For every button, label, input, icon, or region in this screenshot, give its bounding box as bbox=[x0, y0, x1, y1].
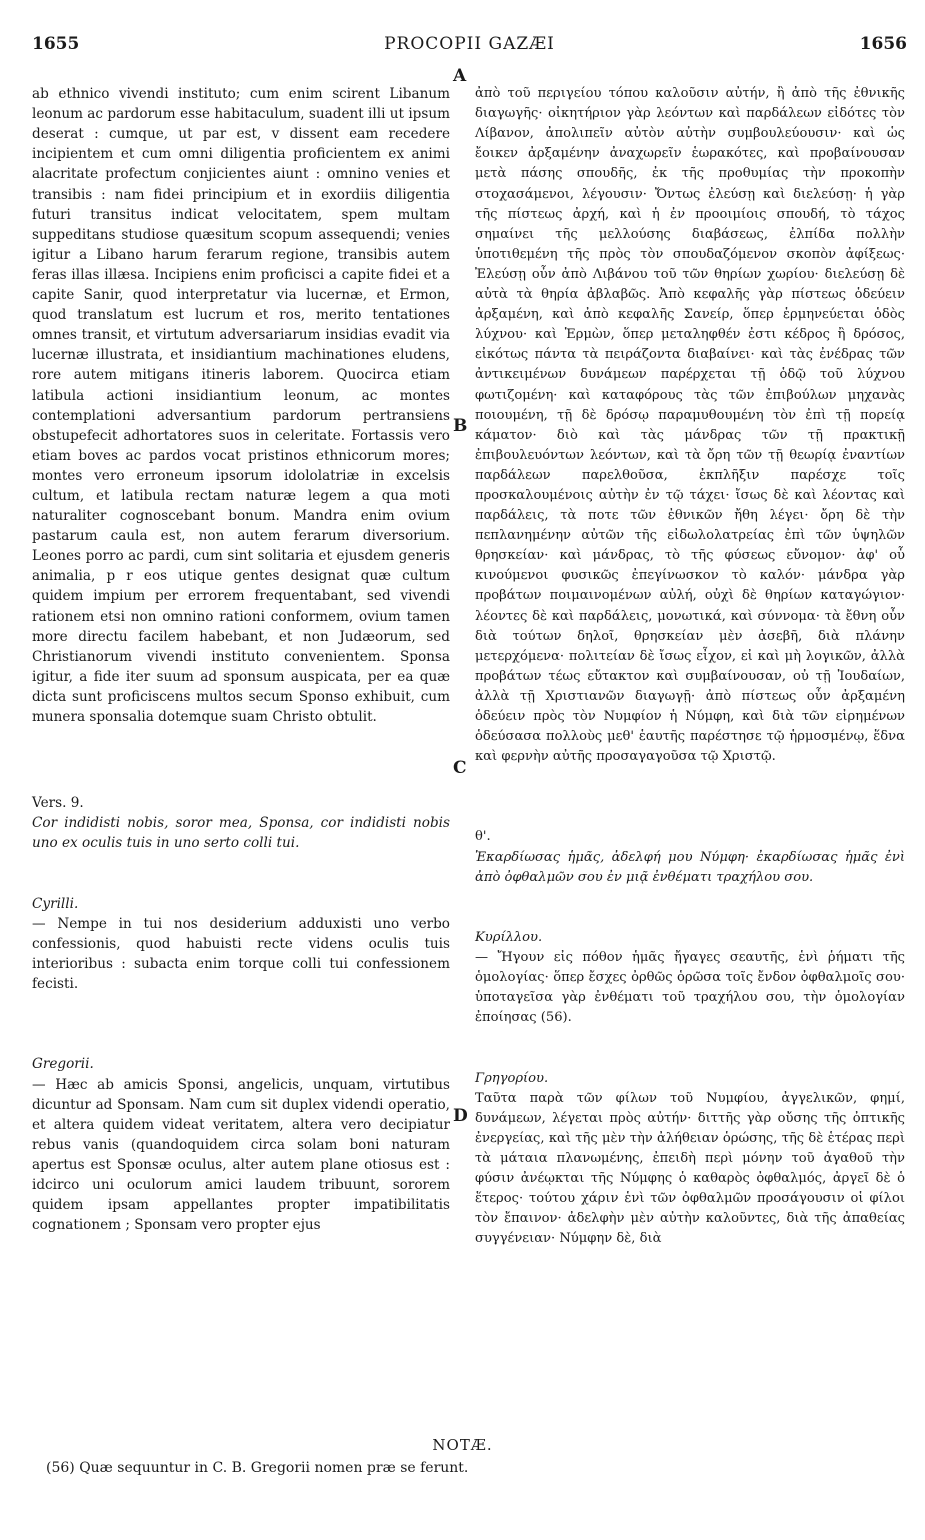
greek-gregory-speaker: Γρηγορίου. bbox=[475, 1070, 549, 1086]
greek-column bbox=[475, 64, 905, 1270]
running-title: PROCOPII GAZÆI bbox=[384, 34, 555, 54]
page-number-left: 1655 bbox=[32, 34, 80, 54]
section-marker-a: A bbox=[453, 66, 467, 86]
latin-gregory-text: — Hæc ab amicis Sponsi, angelicis, unquam, virtutibus dicuntur ad Sponsam. Nam cum sit duplex videndi operatio, et altera quidem videat veritatem, altera vero decipiatur rebus vanis (quandoquidem circa solam boni naturam apertus est Sponsæ oculus, alter autem plane otiosus est : idcirco uni oculorum amici laudem tribuunt, sororem quidem ipsam appellantes propter impatibilitatis cognationem ; Sponsam vero propter ejus bbox=[32, 1076, 450, 1234]
latin-cyril-text: — Nempe in tui nos desiderium adduxisti uno verbo confessionis, quod habuisti recte videns oculis tuis interioribus : subacta enim torque colli tui confessionem fecisti. bbox=[32, 915, 450, 993]
section-marker-d: D bbox=[453, 1106, 468, 1126]
latin-column bbox=[32, 64, 450, 1255]
greek-verse bbox=[475, 807, 905, 887]
greek-cyril bbox=[475, 908, 905, 1029]
latin-cyril bbox=[32, 874, 450, 995]
greek-verse-text: Ἐκαρδίωσας ἡμᾶς, ἀδελφή μου Νύμφη· ἐκαρδίωσας ἡμᾶς ἐνὶ ἀπὸ ὀφθαλμῶν σου ἐν μιᾷ ἐνθέματι τραχήλου σου. bbox=[475, 849, 905, 885]
latin-verse bbox=[32, 773, 450, 853]
greek-verse-label: θ'. bbox=[475, 829, 491, 845]
greek-cyril-speaker: Κυρίλλου. bbox=[475, 929, 543, 945]
latin-verse-label: Vers. 9. bbox=[32, 795, 84, 812]
latin-cyril-speaker: Cyrilli. bbox=[32, 895, 79, 912]
section-marker-c: C bbox=[453, 758, 467, 778]
latin-gregory-speaker: Gregorii. bbox=[32, 1056, 94, 1073]
greek-gregory bbox=[475, 1049, 905, 1250]
latin-verse-text: Cor indidisti nobis, soror mea, Sponsa, cor indidisti nobis uno ex oculis tuis in uno serto colli tui. bbox=[32, 815, 450, 852]
latin-main-text: ab ethnico vivendi instituto; cum enim scirent Libanum leonum ac pardorum esse habitaculum, suadent illi ut ipsum deserat : cumque, ut par est, v dissent eam recedere incipientem et cum omni diligentia proficientem ex animi alacritate profectum conjicientes aiunt : omnino venies et transibis : nam fidei principium et in exordiis diligentia futuri transitus indicat velocitatem, spem multam suppeditans studiose quæsitum scopum assequendi; venies igitur a Libano harum ferarum regione, transibis autem feras illas illæsa. Incipiens enim proficisci a capite fidei et a capite Sanir, quod interpretatur via lucernæ, et Ermon, quod translatum est lucrum et ros, merito tentationes omnes transit, et virtutum adversariarum insidias evadit via lucernæ illustrata, et insidiantium machinationes eludens, rore autem mitigans itineris laborem. Quocirca etiam latibula actioni insidiantium leonum, ac montes contemplationi adversantium pardorum pertransiens obstupefecit adhortatores suos in celeritate. Fortassis vero etiam boves ac pardos vocat pristinos ethnicorum mores; montes vero erroneum ipsorum idololatriæ in excelsis cultum, et latibula rectam naturæ legem a qua moti naturaliter cognoscebant bonum. Mandra enim ovium pastarum caula est, non autem ferarum diversorium. Leones porro ac pardi, cum sint solitaria et ejusdem generis animalia, p r eos utique gentes designat quæ cultum quidem impium per errorem frequentabant, sed vivendi rationem etsi non omnino rationi conformem, ovium tamen more directu facilem habebant, et non Judæorum, sed Christianorum vivendi instituto convenientem. Sponsa igitur, a fide iter suum ad sponsum auspicata, per ea quæ dicta sunt proficiscens multos secum Sponso exhibuit, cum munera sponsalia dotemque suam Christo obtulit. bbox=[32, 86, 450, 725]
greek-main-text: ἀπὸ τοῦ περιγείου τόπου καλοῦσιν αὐτήν, ἢ ἀπὸ τῆς ἐθνικῆς διαγωγῆς· οἰκητήριον γὰρ λεόντων καὶ παρδάλεων εἰδότες τὸν Λίβανον, ἀπολιπεῖν αὐτὸν αὐτὴν συμβουλεύουσιν· καὶ ὡς ἔοικεν ἀρξαμένην ἀναχωρεῖν ἑωρακότες, καὶ προβαίνουσαν μετὰ πάσης σπουδῆς, ἐκ τῆς προθυμίας τὴν προκοπὴν στοχασάμενοι, λέγουσιν· Ὄντως ἐλεύσῃ καὶ διελεύσῃ· ἡ γὰρ τῆς πίστεως ἀρχή, καὶ ἡ ἐν προοιμίοις σπουδή, τὸ τάχος σημαίνει τῆς μελλούσης διαβάσεως, ἐλπίδα πολλὴν ὑποτιθεμένη τῆς πρὸς τὸν σπουδαζόμενον σκοπὸν ἀφίξεως· Ἐλεύσῃ οὖν ἀπὸ Λιβάνου τοῦ τῶν θηρίων χωρίου· διελεύσῃ δὲ αὐτὰ τὰ θηρία ἀβλαβῶς. Ἀπὸ κεφαλῆς γὰρ πίστεως ὁδεύειν ἀρξαμένη, καὶ ἀπὸ κεφαλῆς Σανείρ, ὅπερ ἑρμηνεύεται ὁδὸς λύχνου· καὶ Ἑρμὼν, ὅπερ μεταληφθέν ἐστι κέδρος ἢ δρόσος, εἰκότως πάντα τὰ πειράζοντα διαβαίνει· καὶ τὰς ἐνέδρας τῶν ἀντικειμένων δυνάμεων παρέρχεται τῇ ὁδῷ τοῦ λύχνου φωτιζομένη· καὶ καταφόρους τὰς τῶν ἐπιβούλων μηχανὰς ποιουμένη, τῇ δὲ δρόσῳ παραμυθουμένη τὸν ἐπὶ τῇ πορείᾳ κάματον· διὸ καὶ τὰς μάνδρας τῶν τῇ πρακτικῇ ἐπιβουλευόντων λεόντων, καὶ τὰ ὄρη τῶν τῇ θεωρίᾳ ἐναντίων παρδάλεων παρελθοῦσα, ἐκπλῆξιν παρέσχε τοῖς προσκαλουμένοις αὐτὴν ἐν τῷ τάχει· ἴσως δὲ καὶ λέοντας καὶ παρδάλεις, τὰ ποτε τῶν ἐθνικῶν ἤθη λέγει· ὄρη δὲ τὴν πεπλανημένην αὐτῶν τῆς εἰδωλολατρείας ἐπὶ τῶν ὑψηλῶν θρησκείαν· καὶ μάνδρας, τὸ τῆς φύσεως εὔνομον· ἀφ' οὗ κινούμενοι φυσικῶς ἐπεγίνωσκον τὸ καλόν· μάνδρα γὰρ προβάτων ποιμαινομένων αὐλή, οὐχὶ δὲ θηρίων καταγώγιον· λέοντες δὲ καὶ παρδάλεις, μονωτικά, καὶ σύννομα· τὰ ἔθνη οὖν διὰ τούτων δηλοῖ, θρησκείαν μὲν ἀσεβῆ, διὰ πλάνην μετερχόμενα· πολιτείαν δὲ ἴσως εἶχον, εἰ καὶ μὴ λογικῶν, ἀλλὰ προβάτων τέως εὔτακτον καὶ συμβαίνουσαν, οὐ τῇ Ἰουδαίων, ἀλλὰ τῇ Χριστιανῶν διαγωγῇ· ἀπὸ πίστεως οὖν ἀρξαμένη ὁδεύειν πρὸς τὸν Νυμφίον ἡ Νύμφη, καὶ διὰ τῶν εἰρημένων ὁδεύσασα πολλοὺς μεθ' ἑαυτῆς παρέστησε τῷ ἡρμοσμένῳ, ἕδνα καὶ φερνὴν αὐτῆς προσαγαγοῦσα τῷ Χριστῷ. bbox=[475, 86, 905, 765]
page-header bbox=[32, 34, 907, 58]
page-number-right: 1656 bbox=[859, 34, 907, 54]
greek-gregory-text: Ταῦτα παρὰ τῶν φίλων τοῦ Νυμφίου, ἀγγελικῶν, φημί, δυνάμεων, λέγεται πρὸς αὐτήν· διττῆς γὰρ οὔσης τῆς ὀπτικῆς ἐνεργείας, καὶ τῆς μὲν τὴν ἀλήθειαν ὁρώσης, τῆς δὲ ἑτέρας περὶ τὰ μάταια πλανωμένης, ἐπειδὴ περὶ μόνην τοῦ ἀγαθοῦ τὴν φύσιν ἀνέῳκται τῆς Νύμφης ὁ καθαρὸς ὀφθαλμός, ἀργεῖ δὲ ὁ ἕτερος· τούτου χάριν ἑνὶ τῶν ὀφθαλμῶν προσάγουσιν οἱ φίλοι τὸν ἔπαινον· ἀδελφὴν μὲν αὐτὴν καλοῦντες, διὰ τῆς ἀπαθείας συγγένειαν· Νύμφην δὲ, διὰ bbox=[475, 1090, 905, 1247]
latin-gregory bbox=[32, 1034, 450, 1235]
section-marker-b: B bbox=[453, 416, 468, 436]
footnote-56: (56) Quæ sequuntur in C. B. Gregorii nomen præ se ferunt. bbox=[46, 1460, 469, 1476]
greek-cyril-text: — Ἤγουν εἰς πόθον ἡμᾶς ἤγαγες σεαυτῆς, ἑνὶ ῥήματι τῆς ὁμολογίας· ὅπερ ἔσχες ὀρθῶς ὁρῶσα τοῖς ἔνδον ὀφθαλμοῖς σου· ὑποταγεῖσα γὰρ ἐνθέματι τοῦ τραχήλου σου, τὴν ὁμολογίαν ἐποίησας (56). bbox=[475, 950, 905, 1026]
notes-heading: NOTÆ. bbox=[432, 1436, 493, 1454]
